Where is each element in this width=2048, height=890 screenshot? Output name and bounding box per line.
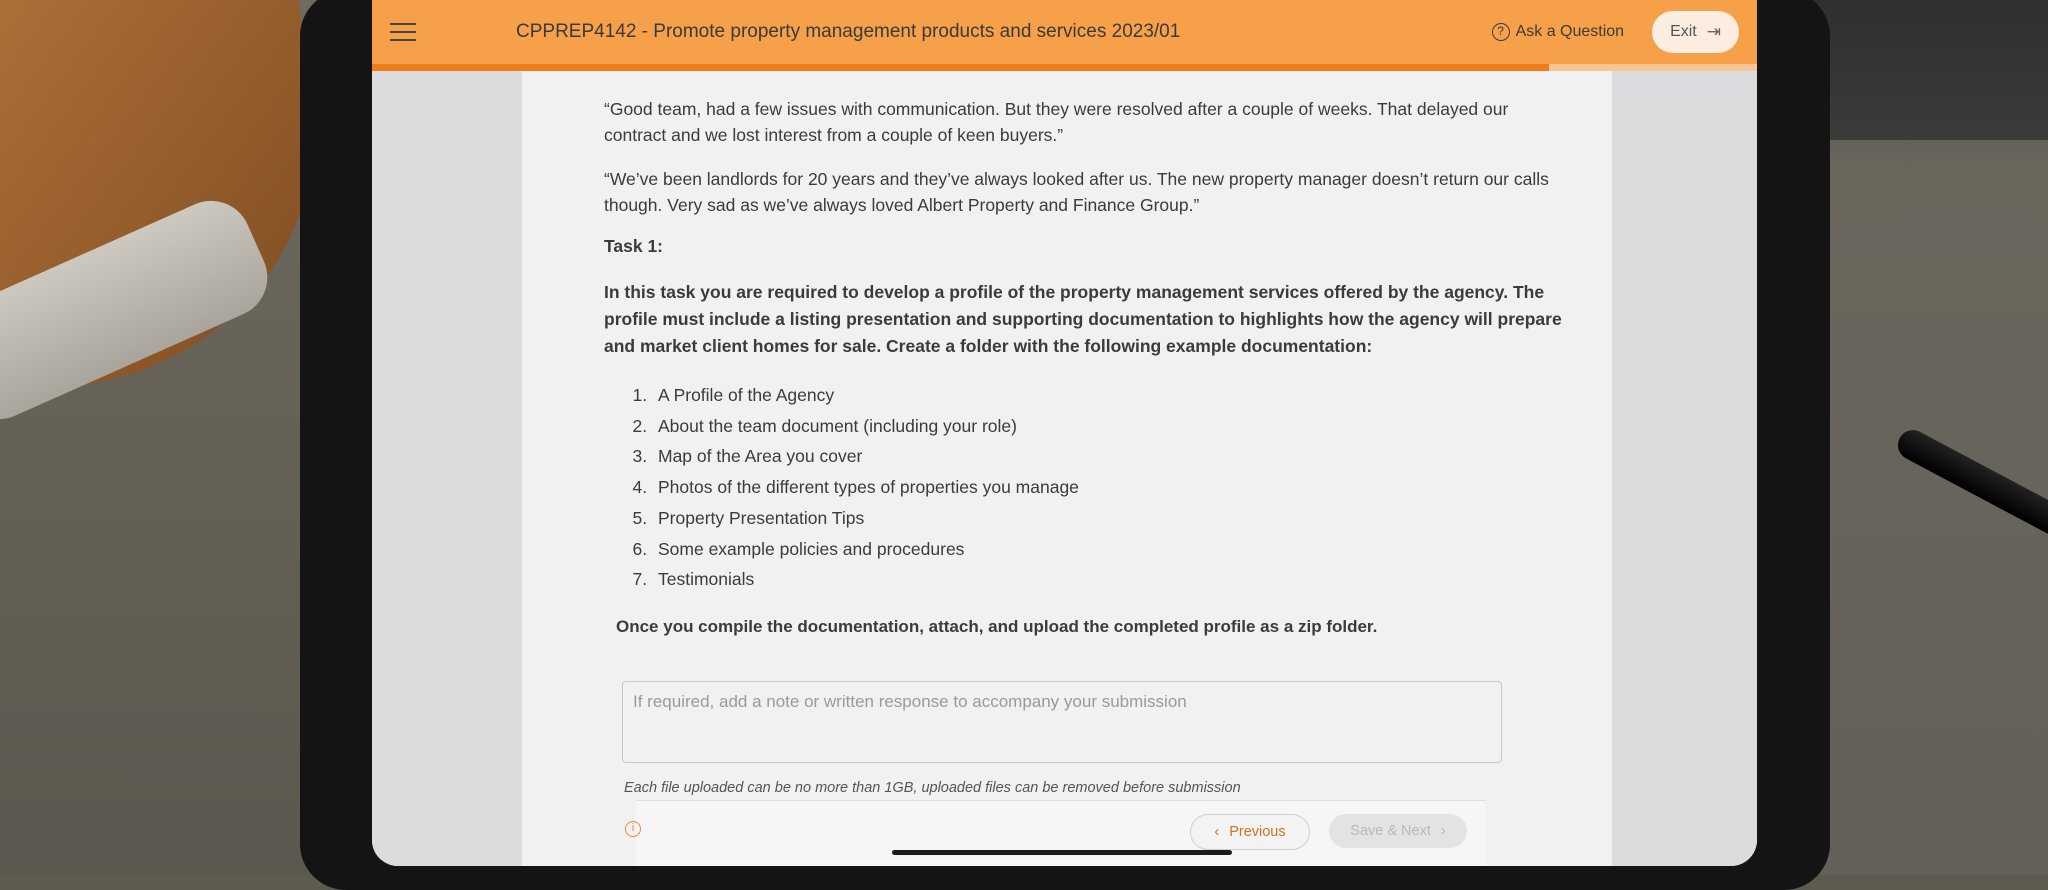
progress-bar-fill <box>372 64 1549 71</box>
list-item: 1. A Profile of the Agency <box>652 380 1564 411</box>
ask-question-button[interactable] <box>1492 23 1625 41</box>
save-next-label: Save & Next <box>1350 823 1431 839</box>
progress-bar <box>372 64 1757 71</box>
previous-button[interactable] <box>1190 814 1310 850</box>
submission-note-placeholder: If required, add a note or written response to accompany your submission <box>633 692 1187 711</box>
list-item: 7. Testimonials <box>652 564 1564 595</box>
desk-left-background <box>0 0 340 875</box>
task-heading: Task 1: <box>604 236 664 256</box>
hamburger-menu-icon[interactable] <box>390 22 416 42</box>
list-item: 6. Some example policies and procedures <box>652 534 1564 565</box>
save-next-button[interactable] <box>1329 814 1467 848</box>
chevron-left-icon: ‹ <box>1214 824 1220 840</box>
app-header <box>372 0 1757 64</box>
list-item: 5. Property Presentation Tips <box>652 503 1564 534</box>
assessment-content <box>604 80 1564 637</box>
task-description: In this task you are required to develop a profile of the property management services offered by the agency. The profile must include a listing presentation and supporting documentation to highlights how the agency will prepare and market client homes for sale. Create a folder with the following example documentation: <box>604 282 1562 356</box>
ask-question-label: Ask a Question <box>1515 23 1625 40</box>
question-circle-icon: ? <box>1492 23 1510 41</box>
tablet-screen <box>372 0 1757 866</box>
dark-shelf <box>1808 0 2048 140</box>
submission-note-input[interactable] <box>622 681 1502 763</box>
testimonial-quote-2: “We’ve been landlords for 20 years and they’ve always looked after us. The new property manager doesn’t return our calls though. Very sad as we’ve always loved Albert Property and Finance Group.” <box>604 169 1549 215</box>
chevron-right-icon: › <box>1440 823 1446 839</box>
exit-arrow-icon: ⇥ <box>1706 22 1721 41</box>
exit-button[interactable] <box>1652 11 1739 53</box>
list-item: 2. About the team document (including your role) <box>652 411 1564 442</box>
documentation-list <box>604 380 1564 595</box>
upload-size-note: Each file uploaded can be no more than 1GB, uploaded files can be removed before submission <box>624 780 1241 796</box>
home-indicator <box>892 850 1232 855</box>
previous-label: Previous <box>1229 824 1286 840</box>
left-margin-panel <box>372 71 522 866</box>
list-item: 4. Photos of the different types of properties you manage <box>652 472 1564 503</box>
testimonial-quote-1: “Good team, had a few issues with communication. But they were resolved after a couple of weeks. That delayed our contract and we lost interest from a couple of keen buyers.” <box>604 99 1509 145</box>
list-item: 3. Map of the Area you cover <box>652 441 1564 472</box>
info-icon[interactable]: i <box>625 821 641 837</box>
pen <box>1893 425 2048 545</box>
exit-label: Exit <box>1670 23 1697 40</box>
compile-instruction: Once you compile the documentation, attach, and upload the completed profile as a zip folder. <box>616 616 1378 636</box>
right-margin-panel <box>1612 71 1757 866</box>
page-title: CPPREP4142 - Promote property management products and services 2023/01 <box>516 21 1181 42</box>
